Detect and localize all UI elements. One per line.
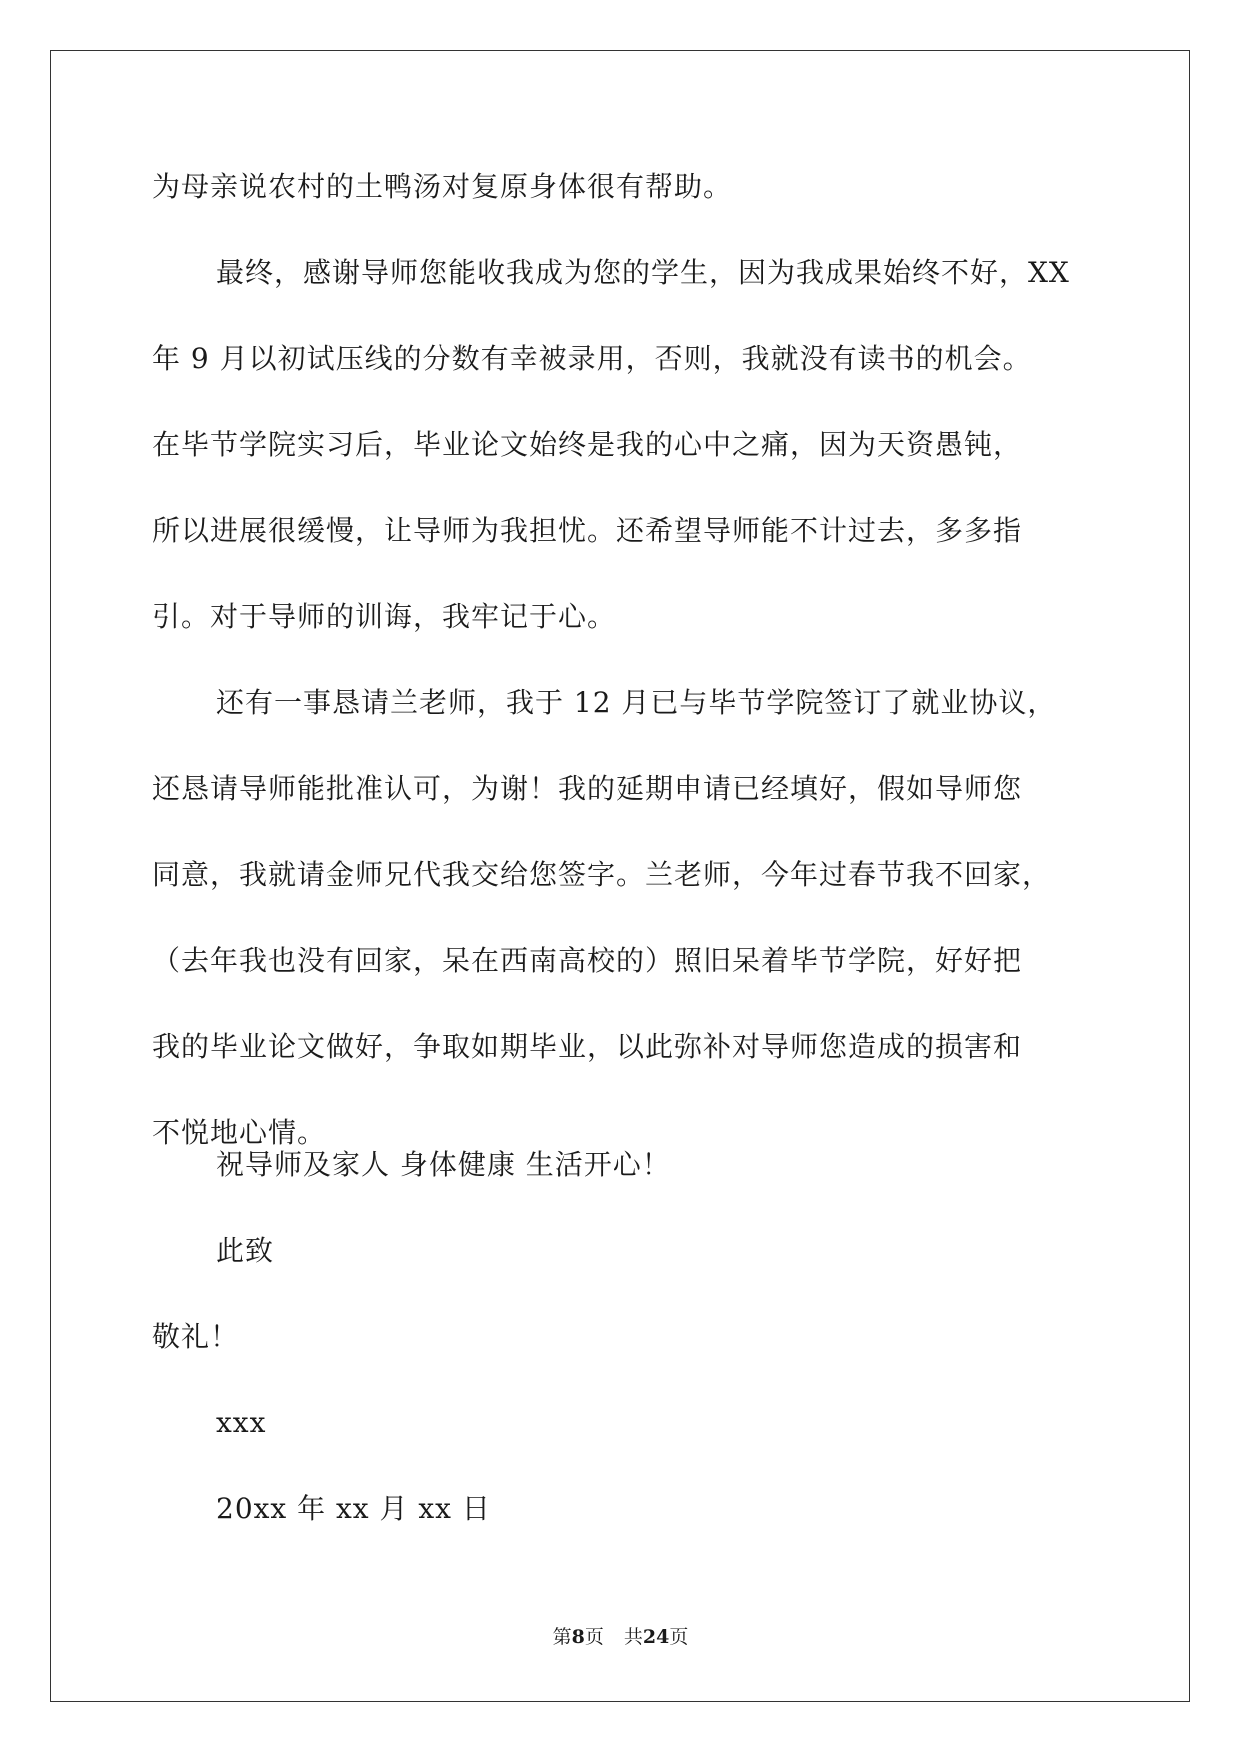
page-current: 8 xyxy=(571,1626,585,1648)
salutation: 敬礼！ xyxy=(152,1320,240,1353)
salutation-lead: 此致 xyxy=(216,1234,275,1267)
body-line-6: 引。对于导师的训诲，我牢记于心。 xyxy=(152,600,617,633)
page-suffix: 页 xyxy=(584,1626,604,1648)
page-prefix: 第 xyxy=(552,1626,572,1648)
closing-wish: 祝导师及家人 身体健康 生活开心！ xyxy=(216,1148,671,1181)
body-line-11: 我的毕业论文做好，争取如期毕业，以此弥补对导师您造成的损害和 xyxy=(152,1030,1023,1063)
signature: xxx xyxy=(216,1406,267,1439)
page-total: 24 xyxy=(642,1626,670,1648)
body-line-12: 不悦地心情。 xyxy=(152,1116,327,1149)
body-line-9: 同意，我就请金师兄代我交给您签字。兰老师，今年过春节我不回家， xyxy=(152,858,1052,891)
letter-date: 20xx 年 xx 月 xx 日 xyxy=(216,1492,491,1525)
body-line-7: 还有一事恳请兰老师，我于 12 月已与毕节学院签订了就业协议， xyxy=(216,686,1057,719)
body-line-4: 在毕节学院实习后，毕业论文始终是我的心中之痛，因为天资愚钝， xyxy=(152,428,1023,461)
body-line-8: 还恳请导师能批准认可，为谢！我的延期申请已经填好，假如导师您 xyxy=(152,772,1023,805)
letter-closing xyxy=(152,1148,671,1578)
body-line-2: 最终，感谢导师您能收我成为您的学生，因为我成果始终不好，XX xyxy=(216,256,1070,289)
body-line-5: 所以进展很缓慢，让导师为我担忧。还希望导师能不计过去，多多指 xyxy=(152,514,1023,547)
body-line-10: （去年我也没有回家，呆在西南高校的）照旧呆着毕节学院，好好把 xyxy=(152,944,1023,977)
body-line-3: 年 9 月以初试压线的分数有幸被录用，否则，我就没有读书的机会。 xyxy=(152,342,1032,375)
page-footer xyxy=(0,1622,1241,1649)
total-suffix: 页 xyxy=(669,1626,689,1648)
letter-body xyxy=(152,170,1122,1202)
body-line-1: 为母亲说农村的土鸭汤对复原身体很有帮助。 xyxy=(152,170,733,203)
total-prefix: 共 xyxy=(623,1626,643,1648)
